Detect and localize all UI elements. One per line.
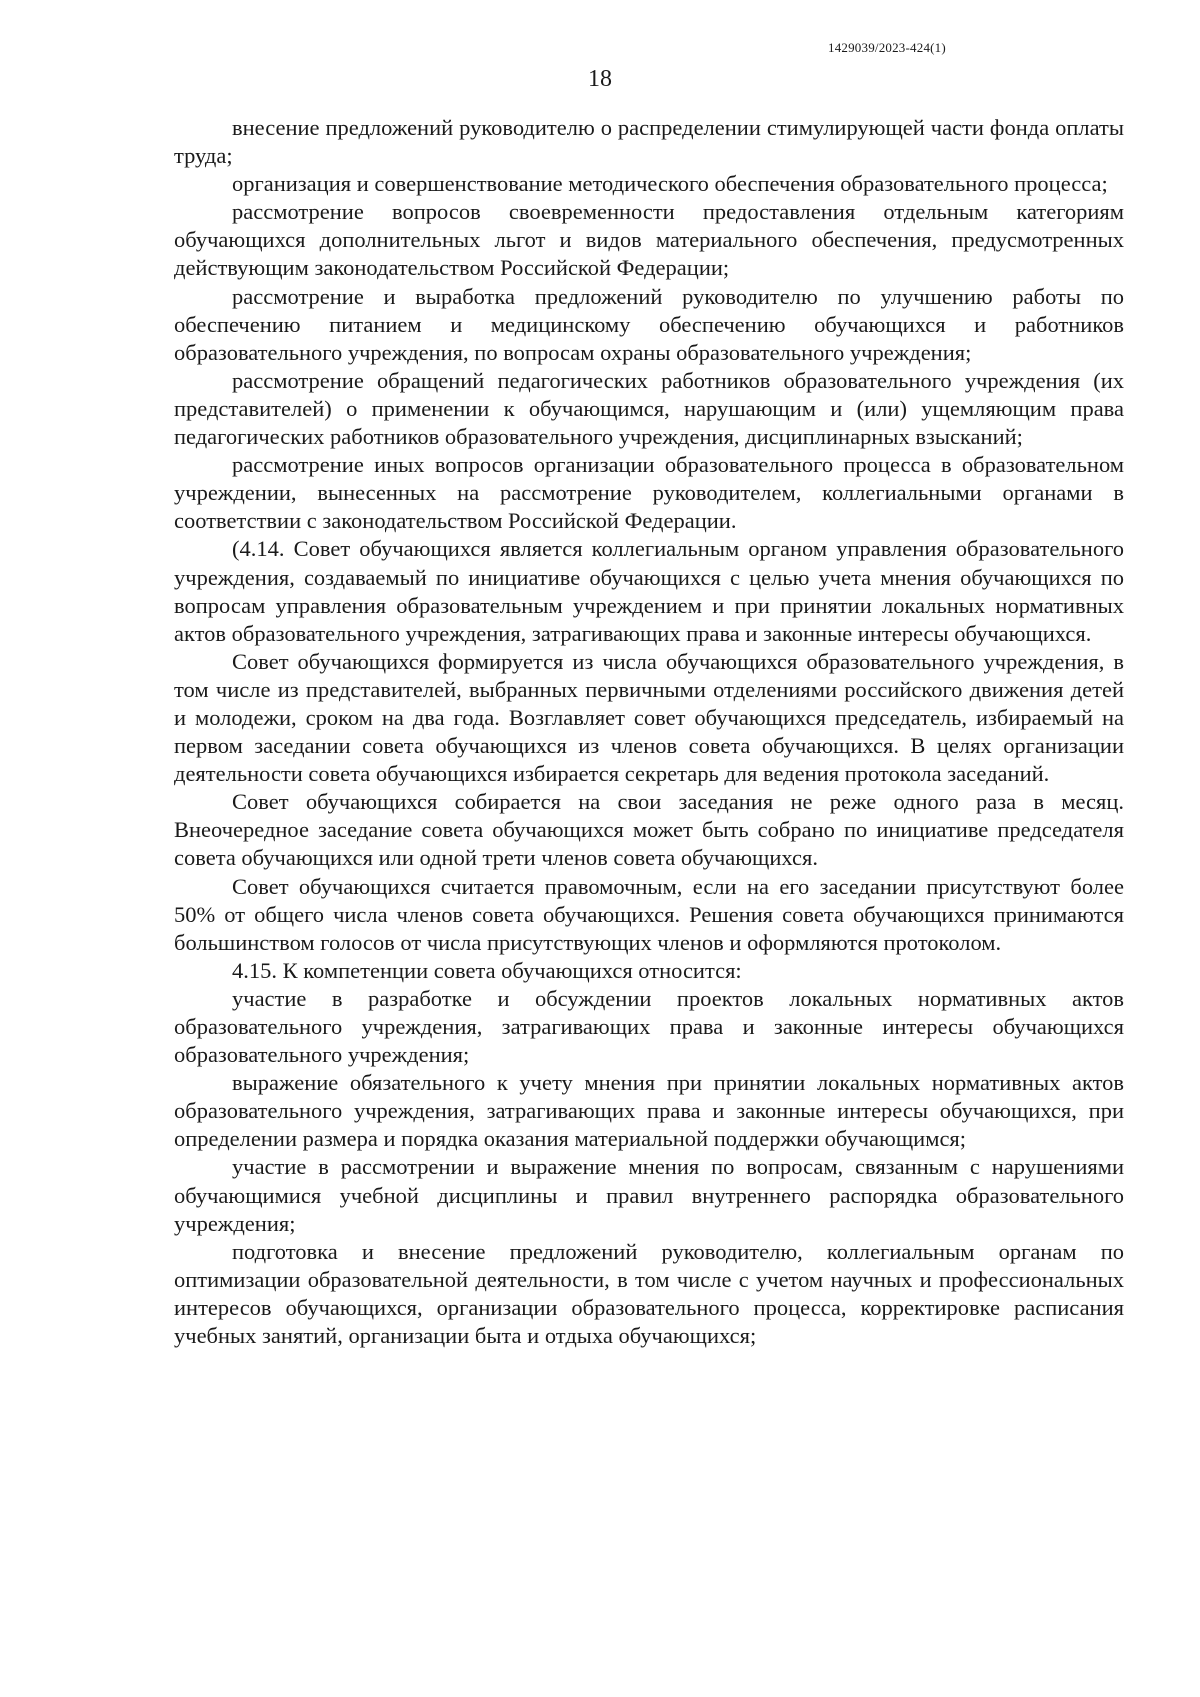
- paragraph: подготовка и внесение предложений руководителю, коллегиальным органам по оптимизации образовательной деятельности, в том числе с учетом научных и профессиональных интересов обучающихся, организации образовательного процесса, корректировке расписания учебных занятий, организации быта и отдыха обучающихся;: [174, 1238, 1124, 1349]
- paragraph: Совет обучающихся собирается на свои заседания не реже одного раза в месяц. Внеочередное заседание совета обучающихся может быть собрано по инициативе председателя совета обучающихся или одной трети членов совета обучающихся.: [174, 789, 1124, 871]
- paragraph: выражение обязательного к учету мнения при принятии локальных нормативных актов образовательного учреждения, затрагивающих права и законные интересы обучающихся, при определении размера и порядка оказания материальной поддержки обучающимся;: [174, 1070, 1124, 1152]
- paragraph: рассмотрение иных вопросов организации образовательного процесса в образовательном учреждении, вынесенных на рассмотрение руководителем, коллегиальными органами в соответствии с законодательством Российской Федерации.: [174, 452, 1124, 534]
- paragraph: Совет обучающихся считается правомочным, если на его заседании присутствуют более 50% от общего числа членов совета обучающихся. Решения совета обучающихся принимаются большинством голосов от числа присутствующих членов и оформляются протоколом.: [174, 873, 1124, 955]
- document-body: [174, 114, 1124, 1350]
- paragraph: рассмотрение и выработка предложений руководителю по улучшению работы по обеспечению питанием и медицинскому обеспечению обучающихся и работников образовательного учреждения, по вопросам охраны образовательного учреждения;: [174, 283, 1124, 365]
- paragraph: рассмотрение вопросов своевременности предоставления отдельным категориям обучающихся дополнительных льгот и видов материального обеспечения, предусмотренных действующим законодательством Российской Федерации;: [174, 199, 1124, 281]
- page-number: 18: [588, 66, 612, 92]
- paragraph: Совет обучающихся формируется из числа обучающихся образовательного учреждения, в том числе из представителей, выбранных первичными отделениями российского движения детей и молодежи, сроком на два года. Возглавляет совет обучающихся председатель, избираемый на первом заседании совета обучающихся из членов совета обучающихся. В целях организации деятельности совета обучающихся избирается секретарь для ведения протокола заседаний.: [174, 648, 1124, 787]
- document-id: 1429039/2023-424(1): [828, 40, 946, 55]
- paragraph-4-14: (4.14. Совет обучающихся является коллегиальным органом управления образовательного учреждения, создаваемый по инициативе обучающихся с целью учета мнения обучающихся по вопросам управления образовательным учреждением и при принятии локальных нормативных актов образовательного учреждения, затрагивающих права и законные интересы обучающихся.: [174, 536, 1124, 646]
- paragraph: участие в рассмотрении и выражение мнения по вопросам, связанным с нарушениями обучающимися учебной дисциплины и правил внутреннего распорядка образовательного учреждения;: [174, 1154, 1124, 1236]
- paragraph: внесение предложений руководителю о распределении стимулирующей части фонда оплаты труда;: [174, 115, 1124, 169]
- paragraph-4-15: 4.15. К компетенции совета обучающихся относится:: [232, 957, 742, 983]
- paragraph: участие в разработке и обсуждении проектов локальных нормативных актов образовательного учреждения, затрагивающих права и законные интересы обучающихся образовательного учреждения;: [174, 985, 1124, 1068]
- paragraph: организация и совершенствование методического обеспечения образовательного процесса;: [232, 171, 1108, 197]
- paragraph: рассмотрение обращений педагогических работников образовательного учреждения (их представителей) о применении к обучающимся, нарушающим и (или) ущемляющим права педагогических работников образовательного учреждения, дисциплинарных взысканий;: [174, 367, 1124, 450]
